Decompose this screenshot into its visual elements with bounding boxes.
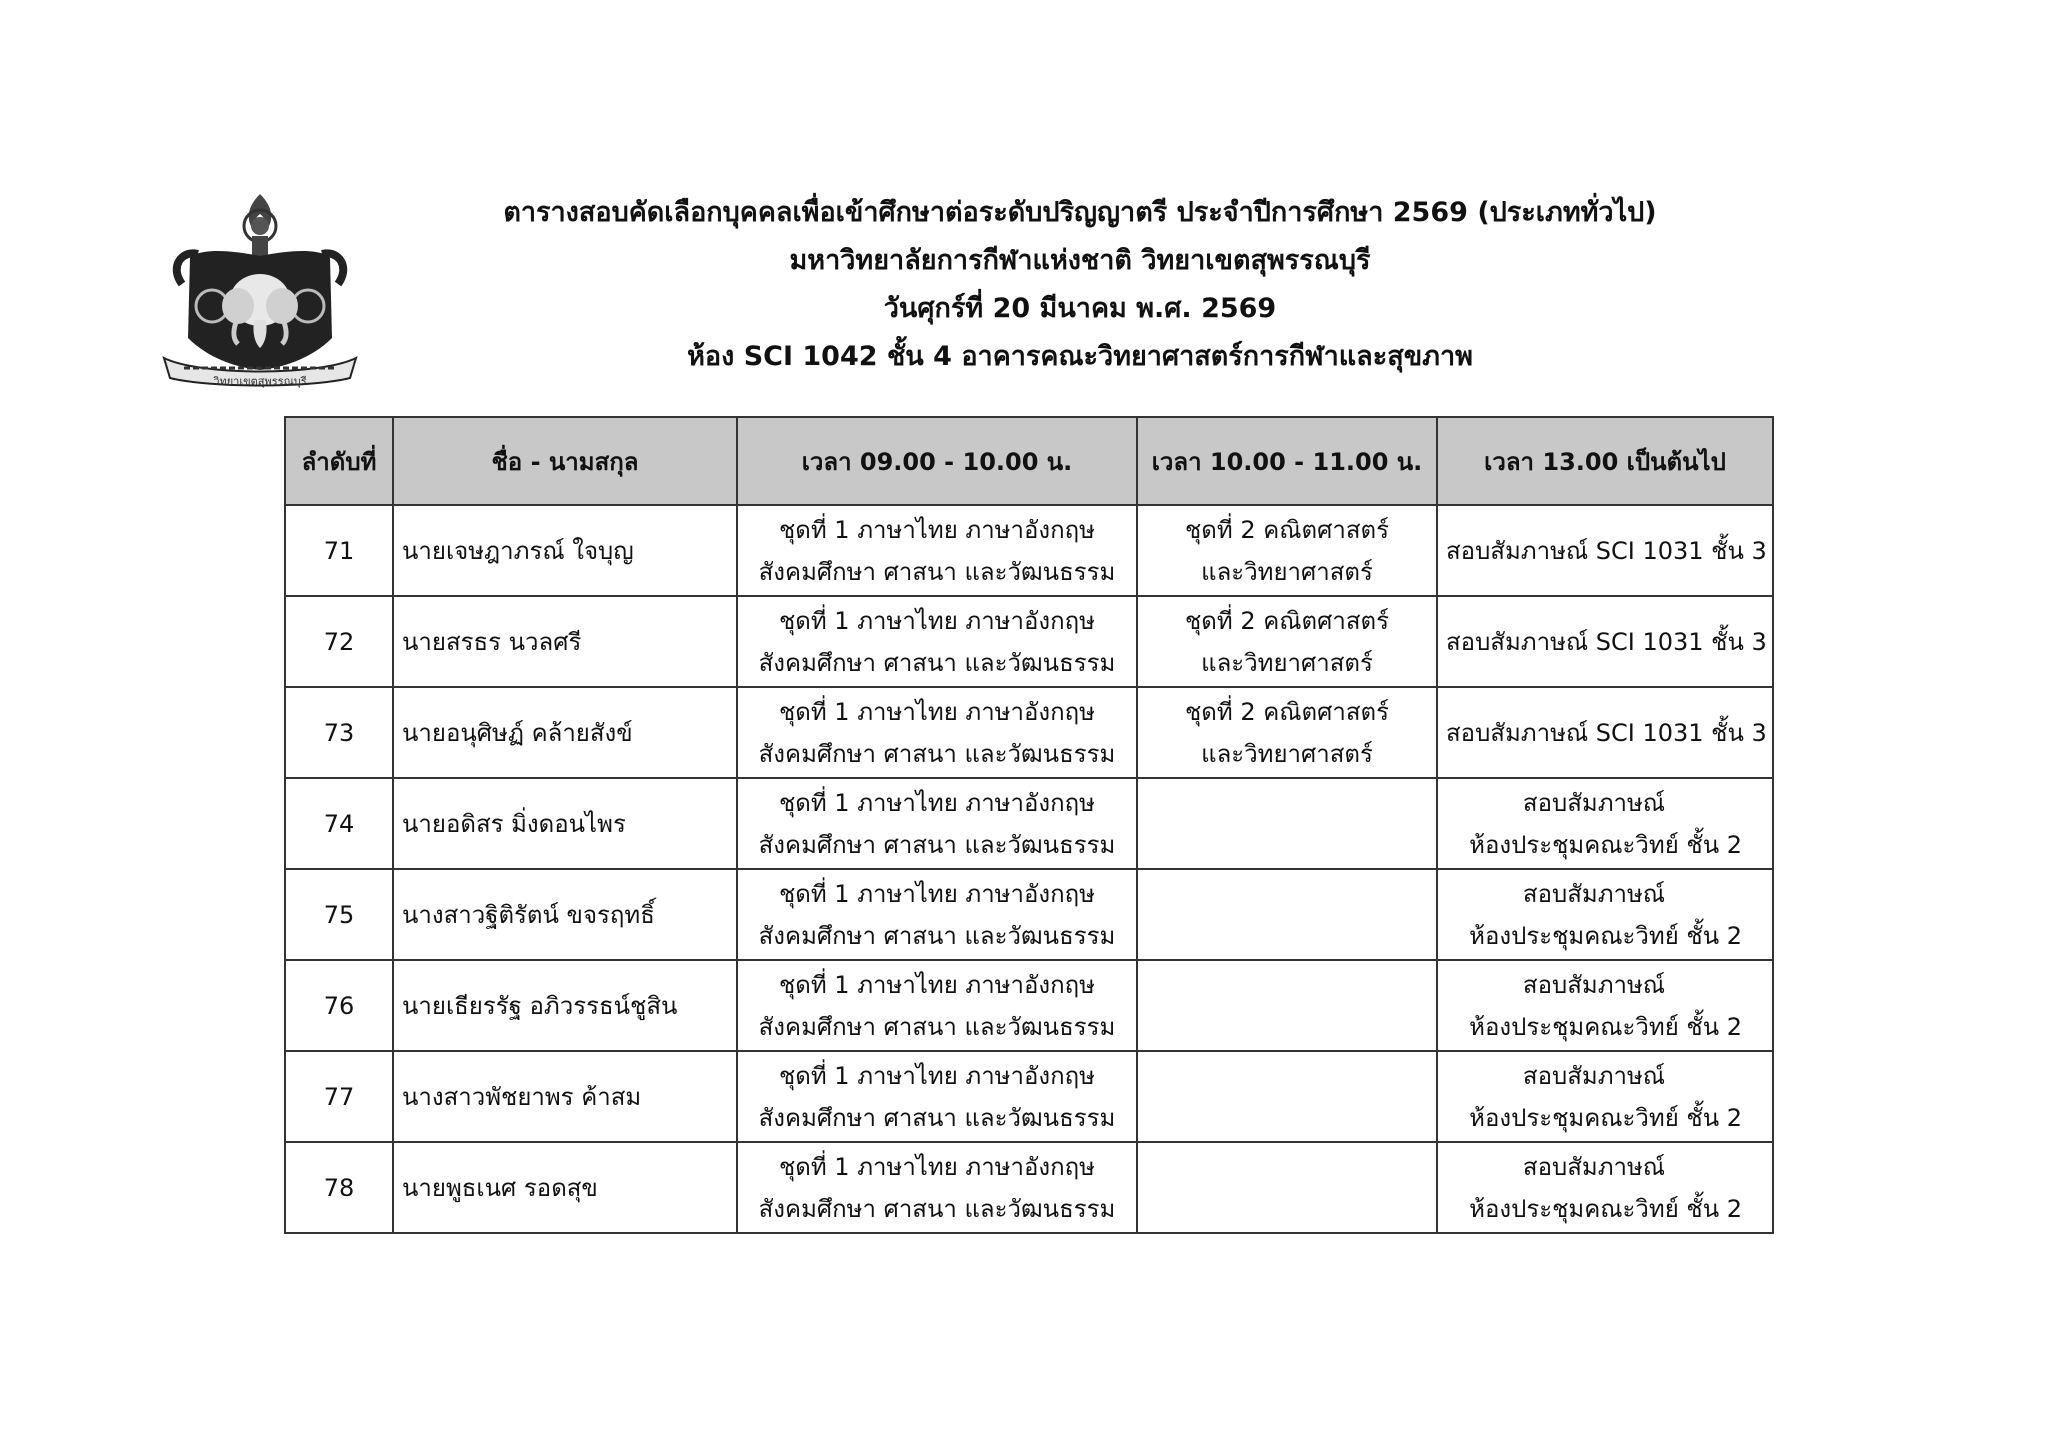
table-row xyxy=(285,687,1773,778)
table-row xyxy=(285,1051,1773,1142)
header-no: ลำดับที่ xyxy=(285,417,393,505)
table-row xyxy=(285,960,1773,1051)
slot1-line2: สังคมศึกษา ศาสนา และวัฒนธรรม xyxy=(758,830,1116,859)
logo-caption: วิทยาเขตสุพรรณบุรี xyxy=(213,375,307,388)
slot3-line2: ห้องประชุมคณะวิทย์ ชั้น 2 xyxy=(1469,830,1742,859)
slot2-cell xyxy=(1137,778,1437,869)
slot2-cell xyxy=(1137,960,1437,1051)
row-number: 71 xyxy=(285,505,393,596)
header-slot2: เวลา 10.00 - 11.00 น. xyxy=(1137,417,1437,505)
table-header-row xyxy=(285,417,1773,505)
slot1-line2: สังคมศึกษา ศาสนา และวัฒนธรรม xyxy=(758,1012,1116,1041)
slot3-line1: สอบสัมภาษณ์ xyxy=(1522,879,1666,908)
row-number: 72 xyxy=(285,596,393,687)
slot3-cell xyxy=(1437,1142,1773,1233)
row-number: 74 xyxy=(285,778,393,869)
slot2-cell xyxy=(1137,869,1437,960)
slot3-line1: สอบสัมภาษณ์ xyxy=(1522,970,1666,999)
slot3-line2: ห้องประชุมคณะวิทย์ ชั้น 2 xyxy=(1469,921,1742,950)
university-seal-icon xyxy=(160,188,360,388)
slot1-line2: สังคมศึกษา ศาสนา และวัฒนธรรม xyxy=(758,921,1116,950)
exam-date: วันศุกร์ที่ 20 มีนาคม พ.ศ. 2569 xyxy=(883,293,1277,324)
slot1-cell xyxy=(737,778,1137,869)
exam-room: ห้อง SCI 1042 ชั้น 4 อาคารคณะวิทยาศาสตร์การกีฬาและสุขภาพ xyxy=(687,341,1473,372)
slot3-line1: สอบสัมภาษณ์ SCI 1031 ชั้น 3 xyxy=(1446,627,1767,656)
slot3-cell xyxy=(1437,1051,1773,1142)
slot1-line1: ชุดที่ 1 ภาษาไทย ภาษาอังกฤษ xyxy=(778,697,1095,726)
candidate-name: นายพูธเนศ รอดสุข xyxy=(393,1142,737,1233)
slot2-cell xyxy=(1137,687,1437,778)
candidate-name: นายเจษฎาภรณ์ ใจบุญ xyxy=(393,505,737,596)
slot1-line1: ชุดที่ 1 ภาษาไทย ภาษาอังกฤษ xyxy=(778,788,1095,817)
candidate-name: นายอนุศิษฏ์ คล้ายสังข์ xyxy=(393,687,737,778)
slot1-cell xyxy=(737,596,1137,687)
slot1-line2: สังคมศึกษา ศาสนา และวัฒนธรรม xyxy=(758,648,1116,677)
slot1-cell xyxy=(737,1142,1137,1233)
row-number: 75 xyxy=(285,869,393,960)
slot3-line1: สอบสัมภาษณ์ xyxy=(1522,1152,1666,1181)
slot1-line1: ชุดที่ 1 ภาษาไทย ภาษาอังกฤษ xyxy=(778,970,1095,999)
slot1-line2: สังคมศึกษา ศาสนา และวัฒนธรรม xyxy=(758,1103,1116,1132)
header-name: ชื่อ - นามสกุล xyxy=(393,417,737,505)
slot1-line1: ชุดที่ 1 ภาษาไทย ภาษาอังกฤษ xyxy=(778,879,1095,908)
table-row xyxy=(285,505,1773,596)
slot2-cell xyxy=(1137,1051,1437,1142)
candidate-name: นายเธียรรัฐ อภิวรรธน์ชูสิน xyxy=(393,960,737,1051)
slot3-line2: ห้องประชุมคณะวิทย์ ชั้น 2 xyxy=(1469,1012,1742,1041)
slot2-cell xyxy=(1137,596,1437,687)
table-row xyxy=(285,1142,1773,1233)
slot1-line2: สังคมศึกษา ศาสนา และวัฒนธรรม xyxy=(758,739,1116,768)
slot3-line2: ห้องประชุมคณะวิทย์ ชั้น 2 xyxy=(1469,1103,1742,1132)
row-number: 77 xyxy=(285,1051,393,1142)
candidate-name: นางสาวพัชยาพร ค้าสม xyxy=(393,1051,737,1142)
row-number: 73 xyxy=(285,687,393,778)
university-name: มหาวิทยาลัยการกีฬาแห่งชาติ วิทยาเขตสุพรรณบุรี xyxy=(789,245,1371,276)
slot3-line1: สอบสัมภาษณ์ SCI 1031 ชั้น 3 xyxy=(1446,718,1767,747)
table-row xyxy=(285,778,1773,869)
slot3-cell xyxy=(1437,596,1773,687)
slot1-line1: ชุดที่ 1 ภาษาไทย ภาษาอังกฤษ xyxy=(778,1152,1095,1181)
slot3-cell xyxy=(1437,960,1773,1051)
slot1-line1: ชุดที่ 1 ภาษาไทย ภาษาอังกฤษ xyxy=(778,1061,1095,1090)
slot2-cell xyxy=(1137,505,1437,596)
slot1-cell xyxy=(737,1051,1137,1142)
document-heading xyxy=(380,196,1780,388)
slot2-line1: ชุดที่ 2 คณิตศาสตร์ xyxy=(1185,515,1389,544)
slot2-line2: และวิทยาศาสตร์ xyxy=(1201,648,1373,677)
slot1-line1: ชุดที่ 1 ภาษาไทย ภาษาอังกฤษ xyxy=(778,606,1095,635)
exam-schedule-table xyxy=(284,416,1774,1234)
slot3-line1: สอบสัมภาษณ์ xyxy=(1522,788,1666,817)
row-number: 78 xyxy=(285,1142,393,1233)
slot2-cell xyxy=(1137,1142,1437,1233)
slot1-line2: สังคมศึกษา ศาสนา และวัฒนธรรม xyxy=(758,557,1116,586)
slot1-cell xyxy=(737,687,1137,778)
slot2-line2: และวิทยาศาสตร์ xyxy=(1201,557,1373,586)
table-row xyxy=(285,596,1773,687)
slot1-cell xyxy=(737,505,1137,596)
slot3-line1: สอบสัมภาษณ์ SCI 1031 ชั้น 3 xyxy=(1446,536,1767,565)
candidate-name: นางสาวฐิติรัตน์ ขจรฤทธิ์ xyxy=(393,869,737,960)
slot2-line1: ชุดที่ 2 คณิตศาสตร์ xyxy=(1185,606,1389,635)
slot3-cell xyxy=(1437,778,1773,869)
header-slot3: เวลา 13.00 เป็นต้นไป xyxy=(1437,417,1773,505)
slot1-line1: ชุดที่ 1 ภาษาไทย ภาษาอังกฤษ xyxy=(778,515,1095,544)
slot2-line2: และวิทยาศาสตร์ xyxy=(1201,739,1373,768)
slot1-line2: สังคมศึกษา ศาสนา และวัฒนธรรม xyxy=(758,1194,1116,1223)
document-title: ตารางสอบคัดเลือกบุคคลเพื่อเข้าศึกษาต่อระดับปริญญาตรี ประจำปีการศึกษา 2569 (ประเภททั่วไป) xyxy=(503,197,1657,228)
slot3-line1: สอบสัมภาษณ์ xyxy=(1522,1061,1666,1090)
slot2-line1: ชุดที่ 2 คณิตศาสตร์ xyxy=(1185,697,1389,726)
row-number: 76 xyxy=(285,960,393,1051)
slot1-cell xyxy=(737,960,1137,1051)
slot3-line2: ห้องประชุมคณะวิทย์ ชั้น 2 xyxy=(1469,1194,1742,1223)
candidate-name: นายอดิสร มิ่งดอนไพร xyxy=(393,778,737,869)
slot3-cell xyxy=(1437,505,1773,596)
header-slot1: เวลา 09.00 - 10.00 น. xyxy=(737,417,1137,505)
table-row xyxy=(285,869,1773,960)
slot1-cell xyxy=(737,869,1137,960)
slot3-cell xyxy=(1437,687,1773,778)
slot3-cell xyxy=(1437,869,1773,960)
candidate-name: นายสรธร นวลศรี xyxy=(393,596,737,687)
